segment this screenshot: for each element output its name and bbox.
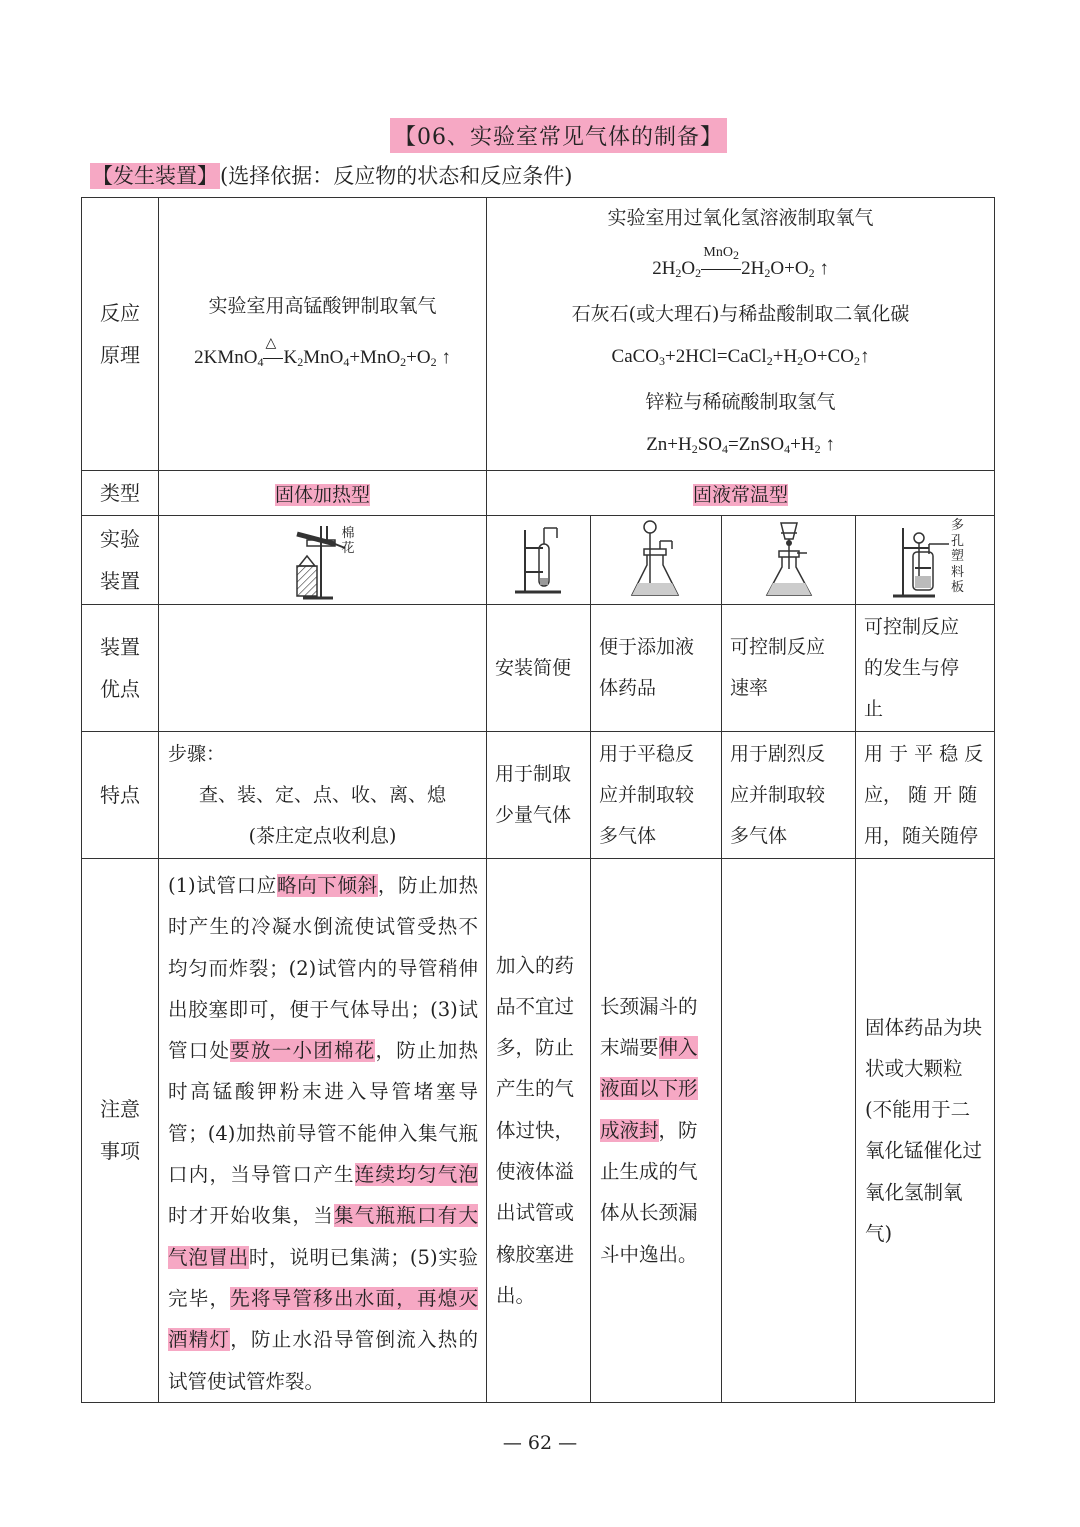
note-text: ，防止加热时高锰酸钾粉末进入导管堵塞导管；(4)加热前导管不能伸入集气瓶口内，当导管口产生 bbox=[168, 1039, 478, 1187]
advantages-col2 bbox=[591, 605, 722, 732]
cotton-label: 棉花 bbox=[341, 526, 355, 556]
row-apparatus bbox=[82, 516, 995, 605]
row-label-notes bbox=[82, 859, 159, 1403]
notes-col2 bbox=[591, 859, 722, 1403]
text-line: 用，随关随停 bbox=[864, 824, 979, 847]
text-line: 便于添加液 bbox=[599, 636, 695, 658]
text-line: 用于制取 bbox=[495, 763, 572, 785]
principle-desc: 实验室用高锰酸钾制取氧气 bbox=[208, 295, 437, 317]
apparatus-porous-plate bbox=[856, 516, 995, 605]
notes-col1 bbox=[487, 859, 591, 1403]
label-line: 装置 bbox=[100, 569, 140, 593]
equation-caco3: $CaCO_3+2HCl=CaCl_2+H_2O+CO_2↑$ bbox=[611, 345, 870, 368]
row-label-type: 类型 bbox=[82, 471, 159, 516]
advantages-solid-heat bbox=[159, 605, 487, 732]
text-line: 止 bbox=[864, 697, 884, 720]
note-text: ，防止生成的气体从长颈漏斗中逸出。 bbox=[600, 1118, 698, 1266]
type-solid-heat: 固体加热型 bbox=[274, 483, 370, 506]
text-line: 应并制取较 bbox=[599, 783, 695, 806]
row-type bbox=[82, 471, 995, 516]
label-line: 原理 bbox=[100, 343, 140, 367]
notes-solid-heat bbox=[159, 859, 487, 1403]
notes-col3 bbox=[722, 859, 856, 1403]
equation-kmno4: 2KMnO$_4$ △ $K_2MnO_4+MnO_2+O_2$ ↑ bbox=[159, 332, 486, 388]
row-advantages bbox=[82, 605, 995, 732]
heat-condition: △ bbox=[263, 332, 283, 384]
text-line: 少量气体 bbox=[495, 804, 572, 826]
row-label-apparatus bbox=[82, 516, 159, 605]
note-text: 时才开始收集，当 bbox=[168, 1204, 334, 1228]
principle-desc-3: 锌粒与稀硫酸制取氢气 bbox=[645, 391, 836, 413]
row-label-advantages bbox=[82, 605, 159, 732]
note-text: ，防止加热时产生的冷凝水倒流使试管受热不均匀而炸裂；(2)试管内的导管稍伸出胶塞即可，便于气体导出；(3)试管口处 bbox=[168, 874, 478, 1063]
advantages-col3 bbox=[722, 605, 856, 732]
note-text: 固体药品为块状或大颗粒(不能用于二氧化锰催化过氧化氢制氧气) bbox=[865, 1015, 983, 1246]
apparatus-solid-heat bbox=[159, 516, 487, 605]
label-line: 事项 bbox=[100, 1139, 140, 1164]
gas-preparation-table bbox=[81, 197, 995, 1403]
text-line: (茶庄定点收利息) bbox=[248, 824, 397, 847]
features-col4 bbox=[856, 732, 995, 859]
row-notes bbox=[82, 859, 995, 1403]
text-line: 体药品 bbox=[599, 677, 657, 699]
text-line: 应并制取较 bbox=[730, 783, 826, 806]
section-heading bbox=[90, 160, 572, 190]
note-highlight: 伸入液面以下形成液封 bbox=[600, 1036, 698, 1142]
row-principle bbox=[82, 198, 995, 471]
text-line: 速率 bbox=[730, 677, 769, 699]
label-line: 优点 bbox=[100, 677, 140, 701]
equation-h2o2: $2H_2O_2$ MnO$_2$ $2H_2O+O_2$ ↑ bbox=[487, 248, 994, 295]
note-text: 时，说明已集满；(5)实验完毕， bbox=[168, 1245, 478, 1310]
page-title: 【06、实验室常见气体的制备】 bbox=[390, 118, 727, 153]
features-col3 bbox=[722, 732, 856, 859]
test-tube-stand-icon bbox=[509, 520, 569, 600]
note-highlight: 要放一小团棉花 bbox=[230, 1039, 376, 1063]
type-solid-liquid-cell bbox=[487, 471, 995, 516]
apparatus-simple bbox=[487, 516, 591, 605]
long-neck-funnel-flask-icon bbox=[626, 519, 686, 601]
advantages-col4 bbox=[856, 605, 995, 732]
text-line: 的发生与停 bbox=[864, 656, 960, 679]
features-col1 bbox=[487, 732, 591, 859]
advantages-col1 bbox=[487, 605, 591, 732]
note-text: 加入的药品不宜过多，防止产生的气体过快，使液体溢出试管或橡胶塞进出。 bbox=[496, 953, 575, 1307]
text-line: 用于平稳反 bbox=[599, 742, 695, 765]
section-basis: (选择依据：反应物的状态和反应条件) bbox=[220, 164, 573, 188]
equation-zn: $Zn+H_2SO_4=ZnSO_4+H_2$ ↑ bbox=[646, 433, 835, 456]
note-highlight: 略向下倾斜 bbox=[276, 874, 378, 897]
page-number: — 62 — bbox=[502, 1432, 578, 1454]
text-line: 多气体 bbox=[730, 824, 788, 847]
label-line: 反应 bbox=[100, 301, 140, 325]
text-line: 安装简便 bbox=[495, 656, 572, 679]
features-col2 bbox=[591, 732, 722, 859]
text-line: 步骤： bbox=[168, 742, 226, 765]
text-line: 应， 随 开 随 bbox=[864, 783, 978, 806]
label-line: 注意 bbox=[100, 1097, 140, 1122]
note-highlight: 连续均匀气泡 bbox=[354, 1163, 478, 1187]
label-line: 装置 bbox=[100, 635, 140, 659]
text-line: 查、装、定、点、收、离、熄 bbox=[198, 783, 446, 806]
type-solid-liquid: 固液常温型 bbox=[693, 483, 789, 506]
notes-col4 bbox=[856, 859, 995, 1403]
separatory-funnel-flask-icon bbox=[759, 519, 819, 601]
apparatus-long-funnel bbox=[591, 516, 722, 605]
note-text: ，防止水沿导管倒流入热的试管使试管炸裂。 bbox=[168, 1328, 478, 1393]
principle-desc-2: 石灰石(或大理石)与稀盐酸制取二氧化碳 bbox=[571, 303, 910, 325]
section-tag: 【发生装置】 bbox=[92, 164, 218, 188]
text-line: 多气体 bbox=[599, 824, 657, 847]
principle-solid-liquid bbox=[487, 198, 995, 471]
principle-solid-heat bbox=[159, 198, 487, 471]
row-label-features: 特点 bbox=[82, 732, 159, 859]
note-highlight: 集气瓶瓶口有大气泡冒出 bbox=[168, 1204, 478, 1269]
text-line: 用于剧烈反 bbox=[730, 742, 826, 765]
type-solid-heat-cell bbox=[159, 471, 487, 516]
row-features bbox=[82, 732, 995, 859]
note-text: 长颈漏斗的末端要 bbox=[600, 994, 698, 1060]
note-text: (1)试管口应 bbox=[168, 874, 277, 897]
text-line: 可控制反应 bbox=[730, 636, 826, 658]
apparatus-dropping-funnel bbox=[722, 516, 856, 605]
text-line: 可控制反应 bbox=[864, 615, 960, 638]
row-label-principle bbox=[82, 198, 159, 471]
catalyst-condition: MnO$_2$ bbox=[701, 248, 741, 290]
text-line: 用 于 平 稳 反 bbox=[864, 742, 984, 765]
note-highlight: 先将导管移出水面，再熄灭酒精灯 bbox=[168, 1286, 478, 1352]
principle-desc-1: 实验室用过氧化氢溶液制取氧气 bbox=[607, 207, 874, 229]
porous-plate-label: 多孔塑料板 bbox=[951, 518, 965, 595]
features-solid-heat bbox=[159, 732, 487, 859]
label-line: 实验 bbox=[100, 527, 140, 551]
